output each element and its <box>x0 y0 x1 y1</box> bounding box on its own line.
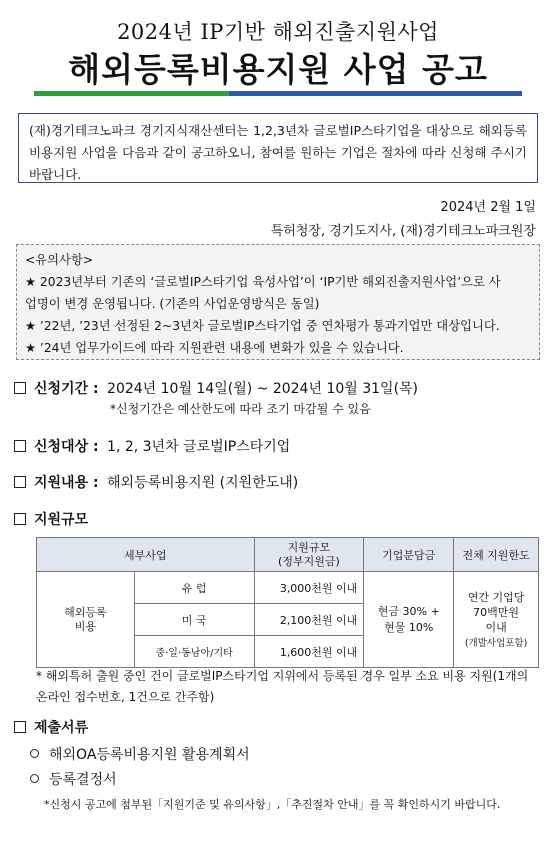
amount-cell: 2,100천원 이내 <box>254 604 364 636</box>
period-note: *신청기간은 예산한도에 따라 조기 마감될 수 있음 <box>110 402 371 416</box>
notice-item: ★ 2023년부터 기존의 ‘글로벌IP스타기업 육성사업’이 ‘IP기반 해외진출지원사업’으로 사 <box>25 275 501 289</box>
region-cell: 유 럽 <box>134 572 254 604</box>
scale-label: 지원규모 <box>34 512 89 528</box>
amount-cell: 1,600천원 이내 <box>254 636 364 668</box>
target-value: 1, 2, 3년차 글로벌IP스타기업 <box>107 439 291 455</box>
notice-item: ★ ’22년, ’23년 선정된 2~3년차 글로벌IP스타기업 중 연차평가 통과기업만 대상입니다. <box>25 319 500 333</box>
document-item-label: 해외OA등록비용지원 활용계획서 <box>49 747 250 763</box>
circle-bullet-icon <box>30 774 39 783</box>
region-cell: 미 국 <box>134 604 254 636</box>
square-bullet-icon <box>14 440 26 452</box>
announcement-date: 2024년 2월 1일 <box>440 200 536 215</box>
notice-item: 업명이 변경 운영됩니다. (기존의 사업운영방식은 동일) <box>25 297 320 311</box>
title-underline <box>34 91 522 96</box>
notice-item: ★ ’24년 업무가이드에 따라 지원관련 내용에 변화가 있을 수 있습니다. <box>25 341 404 355</box>
section-documents <box>14 717 88 737</box>
intro-box: (재)경기테크노파크 경기지식재산센터는 1,2,3년차 글로벌IP스타기업을 대상으로 해외등록비용지원 사업을 다음과 같이 공고하오니, 참여를 원하는 기업은 절차에 따라 신청해 주시기 바랍니다. <box>18 113 538 183</box>
circle-bullet-icon <box>30 749 39 758</box>
section-content <box>14 472 298 492</box>
square-bullet-icon <box>14 382 26 394</box>
limit-note: (개발사업포함) <box>464 638 528 649</box>
table-row <box>37 572 539 604</box>
table-header: 기업분담금 <box>364 538 454 572</box>
period-value: 2024년 10월 14일(월) ~ 2024년 10월 31일(목) <box>107 381 419 397</box>
documents-note: *신청시 공고에 첨부된「지원기준 및 유의사항」,「추진절차 안내」를 꼭 확인하시기 바랍니다. <box>44 798 501 811</box>
table-header: 세부사업 <box>37 538 255 572</box>
square-bullet-icon <box>14 476 26 488</box>
content-label: 지원내용 : <box>34 475 99 491</box>
document-item <box>30 744 250 764</box>
notice-box <box>16 244 540 360</box>
content-value: 해외등록비용지원 (지원한도내) <box>107 475 299 491</box>
limit-cell <box>454 572 539 668</box>
target-label: 신청대상 : <box>34 439 99 455</box>
support-scale-table <box>36 537 539 668</box>
square-bullet-icon <box>14 721 26 733</box>
document-item <box>30 769 117 789</box>
table-header: 전체 지원한도 <box>454 538 539 572</box>
row-group-label: 해외등록 비용 <box>37 572 135 668</box>
amount-cell: 3,000천원 이내 <box>254 572 364 604</box>
issuing-organizations: 특허청장, 경기도지사, (재)경기테크노파크원장 <box>270 224 536 239</box>
section-target <box>14 436 290 456</box>
region-cell: 중·일·동남아/기타 <box>134 636 254 668</box>
page-title: 해외등록비용지원 사업 공고 <box>68 50 488 89</box>
square-bullet-icon <box>14 513 26 525</box>
scale-note: * 해외특허 출원 중인 건이 글로벌IP스타기업 지위에서 등록된 경우 일부 소요 비용 지원(1개의 온라인 접수번호, 1건으로 간주함) <box>36 669 529 704</box>
documents-label: 제출서류 <box>34 720 89 736</box>
table-header: 지원규모 (정부지원금) <box>254 538 364 572</box>
company-share-cell: 현금 30% + 현물 10% <box>364 572 454 668</box>
section-period <box>14 378 418 398</box>
document-item-label: 등록결정서 <box>49 772 117 788</box>
page-subtitle: 2024년 IP기반 해외진출지원사업 <box>117 20 439 44</box>
limit-text: 연간 기업당 70백만원 이내 <box>467 591 525 634</box>
period-label: 신청기간 : <box>34 381 99 397</box>
section-scale <box>14 509 88 529</box>
notice-heading: <유의사항> <box>25 253 94 267</box>
